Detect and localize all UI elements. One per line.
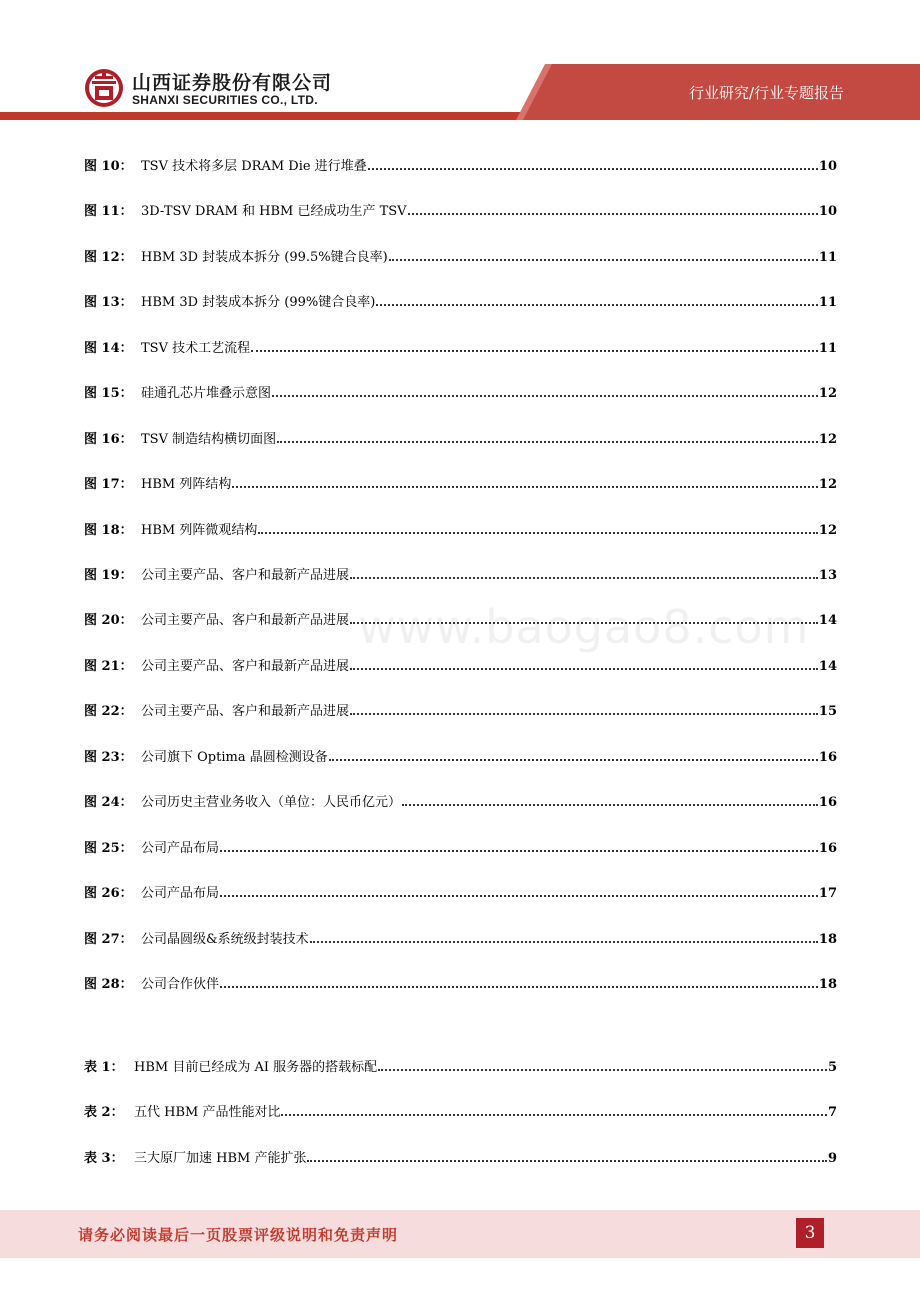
disclaimer-note: 请务必阅读最后一页股票评级说明和免责声明 <box>78 1226 399 1244</box>
toc-label: 图 28： <box>84 977 133 992</box>
toc-page: 18 <box>818 977 837 992</box>
toc-leader <box>251 349 818 352</box>
toc-page: 16 <box>818 795 837 810</box>
company-name-en: SHANXI SECURITIES CO., LTD. <box>132 93 318 107</box>
company-name-cn: 山西证券股份有限公司 <box>132 72 333 94</box>
toc-page: 14 <box>818 659 837 674</box>
toc-title: HBM 列阵微观结构 <box>141 523 258 538</box>
toc-page: 5 <box>827 1060 837 1075</box>
toc-label: 图 22： <box>84 704 133 719</box>
toc-leader <box>232 485 818 488</box>
toc-page: 9 <box>827 1151 837 1166</box>
toc-title: 公司主要产品、客户和最新产品进展 <box>141 659 350 674</box>
toc-title: 公司合作伙伴 <box>141 977 220 992</box>
toc-figure-row[interactable] <box>84 652 837 674</box>
toc-page: 10 <box>818 204 837 219</box>
toc-table-row[interactable] <box>84 1053 837 1075</box>
toc-title: 公司旗下 Optima 晶圆检测设备 <box>141 750 328 765</box>
toc-leader <box>378 1068 827 1071</box>
toc-leader <box>281 1113 826 1116</box>
toc-title: 公司主要产品、客户和最新产品进展 <box>141 568 350 583</box>
toc-label: 图 23： <box>84 750 133 765</box>
toc-figure-row[interactable] <box>84 788 837 810</box>
toc-figure-row[interactable] <box>84 697 837 719</box>
toc-page: 11 <box>818 250 837 265</box>
toc-label: 图 25： <box>84 841 133 856</box>
toc-page: 17 <box>818 886 837 901</box>
toc-leader <box>277 440 818 443</box>
toc-title: 五代 HBM 产品性能对比 <box>134 1105 281 1120</box>
toc-leader <box>376 303 818 306</box>
toc-title: HBM 3D 封装成本拆分 (99.5%键合良率) <box>141 250 388 265</box>
toc-title: TSV 制造结构横切面图 <box>141 432 277 447</box>
toc-title: HBM 列阵结构 <box>141 477 232 492</box>
toc-label: 图 18： <box>84 523 133 538</box>
toc-label: 表 2： <box>84 1105 124 1120</box>
toc-label: 图 11： <box>84 204 133 219</box>
toc-page: 12 <box>818 432 837 447</box>
report-category: 行业研究/行业专题报告 <box>688 84 844 102</box>
toc-figure-row[interactable] <box>84 925 837 947</box>
toc-figure-row[interactable] <box>84 879 837 901</box>
toc-leader <box>272 394 818 397</box>
toc-page: 11 <box>818 295 837 310</box>
toc-figure-row[interactable] <box>84 743 837 765</box>
toc-page: 12 <box>818 523 837 538</box>
page-number: 3 <box>796 1218 824 1248</box>
toc-figure-row[interactable] <box>84 970 837 992</box>
toc-figure-row[interactable] <box>84 152 837 174</box>
toc-page: 18 <box>818 932 837 947</box>
toc-figure-row[interactable] <box>84 379 837 401</box>
toc-figure-row[interactable] <box>84 606 837 628</box>
toc-page: 16 <box>818 750 837 765</box>
toc-table-row[interactable] <box>84 1098 837 1120</box>
toc-figure-row[interactable] <box>84 288 837 310</box>
toc-title: TSV 技术工艺流程 <box>141 341 251 356</box>
toc-page: 16 <box>818 841 837 856</box>
toc-label: 图 26： <box>84 886 133 901</box>
company-logo-icon <box>84 68 124 108</box>
toc-label: 图 19： <box>84 568 133 583</box>
toc-figure-row[interactable] <box>84 197 837 219</box>
toc-leader <box>402 803 818 806</box>
toc-figure-row[interactable] <box>84 834 837 856</box>
toc-title: 公司历史主营业务收入（单位：人民币亿元） <box>141 795 402 810</box>
toc-title: 公司主要产品、客户和最新产品进展 <box>141 613 350 628</box>
toc-page: 12 <box>818 386 837 401</box>
toc-title: 3D-TSV DRAM 和 HBM 已经成功生产 TSV <box>141 204 407 219</box>
toc-leader <box>258 531 818 534</box>
toc-figure-row[interactable] <box>84 561 837 583</box>
toc-leader <box>408 212 818 215</box>
toc-leader <box>389 258 818 261</box>
toc-page: 10 <box>818 159 837 174</box>
toc-page: 15 <box>818 704 837 719</box>
toc-label: 图 12： <box>84 250 133 265</box>
toc-title: 公司晶圆级&系统级封装技术 <box>141 932 309 947</box>
toc-label: 图 16： <box>84 432 133 447</box>
toc-label: 表 3： <box>84 1151 124 1166</box>
toc-figure-row[interactable] <box>84 470 837 492</box>
toc-leader <box>350 576 818 579</box>
toc-table-row[interactable] <box>84 1144 837 1166</box>
toc-figure-row[interactable] <box>84 425 837 447</box>
toc-leader <box>220 894 818 897</box>
toc-title: 公司主要产品、客户和最新产品进展 <box>141 704 350 719</box>
toc-label: 图 24： <box>84 795 133 810</box>
toc-leader <box>368 167 818 170</box>
toc-page: 12 <box>818 477 837 492</box>
toc-leader <box>220 849 818 852</box>
toc-figure-row[interactable] <box>84 516 837 538</box>
toc-figure-row[interactable] <box>84 243 837 265</box>
toc-label: 图 14： <box>84 341 133 356</box>
toc-leader <box>310 940 818 943</box>
toc-label: 图 17： <box>84 477 133 492</box>
toc-label: 图 15： <box>84 386 133 401</box>
toc-page: 7 <box>827 1105 837 1120</box>
toc-title: HBM 3D 封装成本拆分 (99%键合良率) <box>141 295 376 310</box>
toc-label: 图 10： <box>84 159 133 174</box>
toc-page: 14 <box>818 613 837 628</box>
toc-leader <box>220 985 818 988</box>
toc-title: 公司产品布局 <box>141 841 220 856</box>
toc-label: 图 21： <box>84 659 133 674</box>
toc-title: 硅通孔芯片堆叠示意图 <box>141 386 272 401</box>
toc-label: 图 27： <box>84 932 133 947</box>
toc-title: TSV 技术将多层 DRAM Die 进行堆叠 <box>141 159 367 174</box>
toc-title: 三大原厂加速 HBM 产能扩张 <box>134 1151 307 1166</box>
page-header <box>0 0 920 120</box>
toc-label: 图 13： <box>84 295 133 310</box>
toc-page: 11 <box>818 341 837 356</box>
toc-label: 表 1： <box>84 1060 124 1075</box>
toc-leader <box>350 712 818 715</box>
toc-page: 13 <box>818 568 837 583</box>
toc-label: 图 20： <box>84 613 133 628</box>
toc-figure-row[interactable] <box>84 334 837 356</box>
toc-title: 公司产品布局 <box>141 886 220 901</box>
toc-leader <box>350 621 818 624</box>
toc-leader <box>350 667 818 670</box>
toc-leader <box>307 1159 826 1162</box>
toc-leader <box>329 758 818 761</box>
toc-title: HBM 目前已经成为 AI 服务器的搭载标配 <box>134 1060 378 1075</box>
watermark: www.baogao8.com <box>358 600 810 654</box>
